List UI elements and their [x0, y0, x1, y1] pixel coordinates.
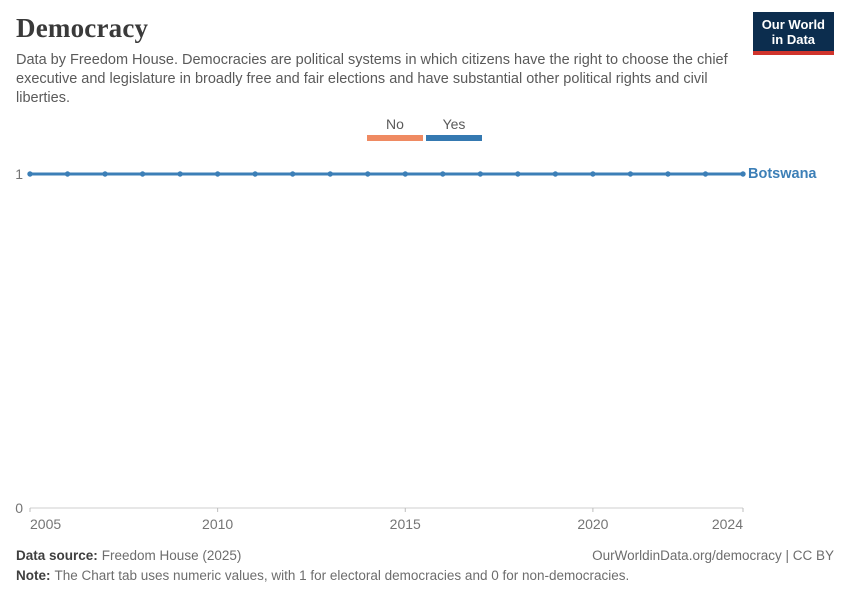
legend-label-yes: Yes [442, 116, 466, 132]
data-point[interactable] [102, 171, 107, 176]
note-line [16, 568, 629, 583]
x-tick-label: 2024 [711, 516, 743, 532]
data-point[interactable] [478, 171, 483, 176]
data-point[interactable] [703, 171, 708, 176]
data-point[interactable] [590, 171, 595, 176]
page-title: Democracy [16, 13, 149, 43]
data-point[interactable] [177, 171, 182, 176]
data-point[interactable] [665, 171, 670, 176]
x-tick-label: 2020 [577, 516, 609, 532]
owid-logo-line2: in Data [771, 32, 816, 47]
data-point[interactable] [365, 171, 370, 176]
data-point[interactable] [215, 171, 220, 176]
data-source-line [16, 548, 241, 563]
data-point[interactable] [515, 171, 520, 176]
data-point[interactable] [27, 171, 32, 176]
note-label: Note: [16, 568, 51, 583]
data-point[interactable] [328, 171, 333, 176]
legend-label-no: No [386, 116, 404, 132]
owid-logo-line1: Our World [761, 17, 825, 32]
data-point[interactable] [290, 171, 295, 176]
data-point[interactable] [252, 171, 257, 176]
note-value: The Chart tab uses numeric values, with 1 for electoral democracies and 0 for non-democracies. [54, 568, 630, 583]
x-tick-label: 2010 [202, 516, 234, 532]
data-point[interactable] [628, 171, 633, 176]
x-tick-label: 2005 [30, 516, 62, 532]
entity-label-botswana[interactable]: Botswana [748, 166, 817, 182]
data-point[interactable] [553, 171, 558, 176]
chart-subtitle: Data by Freedom House. Democracies are political systems in which citizens have the right to choose the chief executive and legislature in broadly free and fair elections and have substantial other political rights and civil liberties. [16, 52, 728, 106]
y-tick-label: 1 [15, 166, 23, 182]
data-point[interactable] [440, 171, 445, 176]
data-point[interactable] [65, 171, 70, 176]
owid-citation-link[interactable]: OurWorldinData.org/democracy | CC BY [592, 548, 834, 563]
data-point[interactable] [140, 171, 145, 176]
x-tick-label: 2015 [389, 516, 421, 532]
data-source-value: Freedom House (2025) [101, 548, 242, 563]
y-tick-label: 0 [15, 500, 23, 516]
data-point[interactable] [740, 171, 745, 176]
data-source-label: Data source: [16, 548, 98, 563]
data-point[interactable] [403, 171, 408, 176]
